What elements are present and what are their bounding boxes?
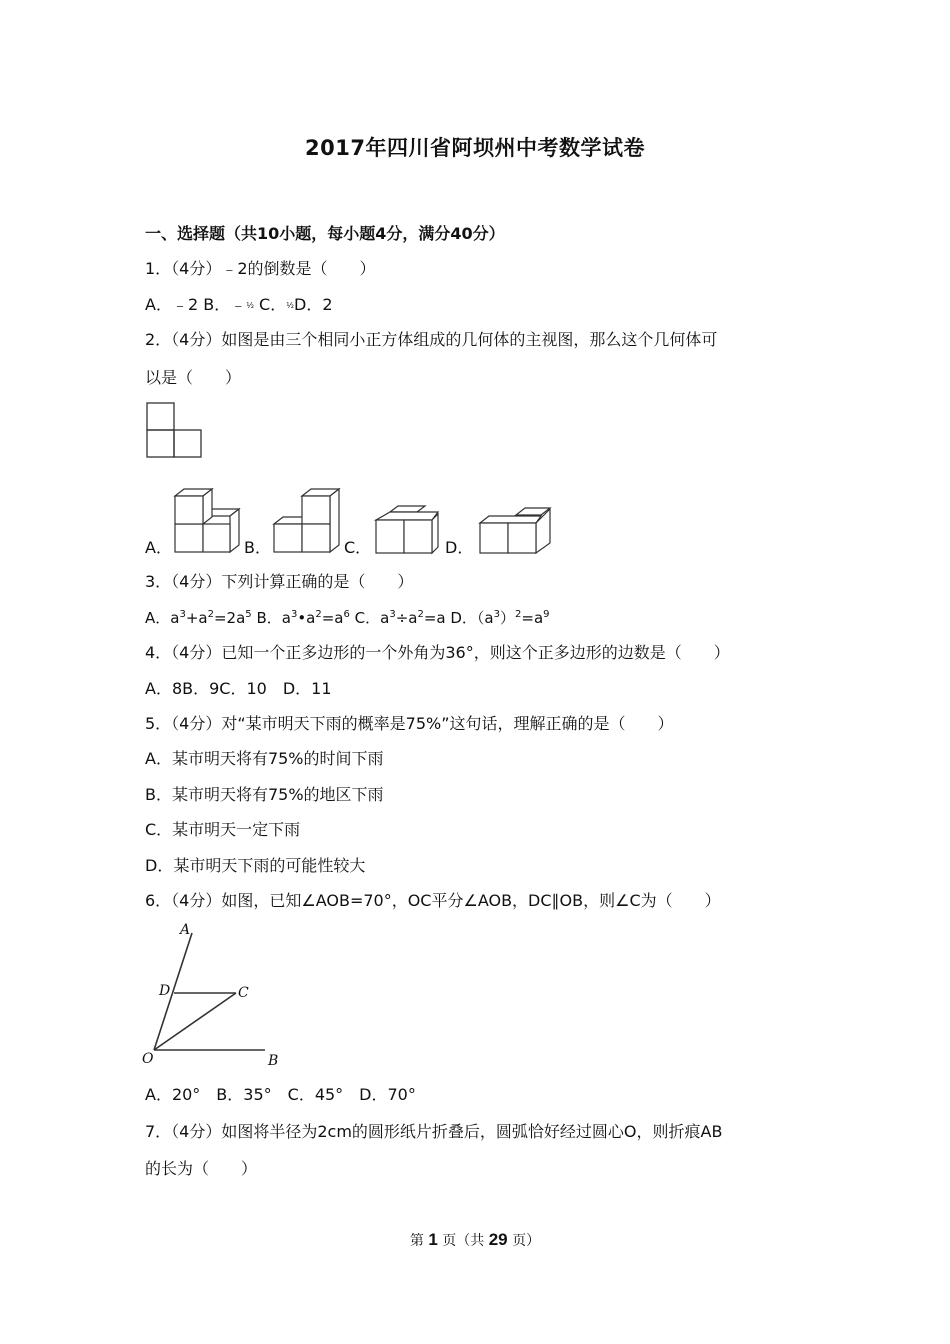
page-title: 2017年四川省阿坝州中考数学试卷 [305, 136, 645, 160]
question-2-stem-line2: 以是（ ） [145, 368, 242, 387]
question-3-stem: 3．（4分）下列计算正确的是（ ） [145, 572, 414, 591]
q1-option-d: D．2 [294, 295, 333, 314]
q1-fraction-c: ½ [286, 301, 294, 310]
question-1-stem: 1．（4分）﹣2的倒数是（ ） [145, 259, 376, 278]
q2-option-d-figure [479, 507, 554, 555]
q2-front-view-figure [146, 402, 204, 460]
q6-label-b: B [268, 1053, 279, 1069]
question-3-options: A．$a^3+a^2=2a^5$ B．$a^3•a^2=a^6$ C．$a^3\div a^2=a$ D．$(a^3)^2=a^9$ [145, 609, 550, 627]
q1-option-ab: A．﹣2 B．﹣ [145, 295, 247, 314]
q6-label-o: O [142, 1051, 154, 1067]
q2-option-c-figure [375, 504, 445, 556]
question-5-option-b: B．某市明天将有75%的地区下雨 [145, 785, 384, 804]
page-footer: 第 1 页（共 29 页） [409, 1230, 541, 1249]
question-6-stem: 6．（4分）如图，已知∠AOB=70°，OC平分∠AOB，DC∥OB，则∠C为（ ） [145, 891, 721, 910]
q2-option-d-label: D． [445, 538, 474, 557]
q2-option-a-label: A． [145, 538, 172, 557]
q2-option-c-label: C． [344, 538, 372, 557]
total-page-count: 29 [488, 1230, 508, 1249]
q6-angle-figure [140, 920, 290, 1070]
question-5-option-d: D．某市明天下雨的可能性较大 [145, 856, 366, 875]
question-7-stem-line2: 的长为（ ） [145, 1159, 258, 1178]
q6-label-a: A [180, 922, 191, 938]
q2-option-b-figure [273, 486, 343, 556]
question-7-stem-line1: 7．（4分）如图将半径为2cm的圆形纸片折叠后，圆弧恰好经过圆心O，则折痕AB [145, 1122, 723, 1141]
question-5-stem: 5．（4分）对“某市明天下雨的概率是75%”这句话，理解正确的是（ ） [145, 714, 674, 733]
question-5-option-c: C．某市明天一定下雨 [145, 820, 301, 839]
q6-label-d: D [159, 983, 171, 999]
question-4-stem: 4．（4分）已知一个正多边形的一个外角为36°，则这个正多边形的边数是（ ） [145, 643, 730, 662]
question-6-options: A．20° B．35° C．45° D．70° [145, 1085, 416, 1104]
question-2-stem-line1: 2．（4分）如图是由三个相同小正方体组成的几何体的主视图，那么这个几何体可 [145, 330, 718, 349]
q2-option-b-label: B． [244, 538, 271, 557]
current-page-number: 1 [428, 1230, 438, 1249]
question-4-options: A．8B．9C．10 D．11 [145, 679, 332, 698]
q1-fraction-b: ½ [246, 301, 254, 310]
q6-label-c: C [238, 985, 249, 1001]
q2-option-a-figure [174, 486, 244, 556]
question-5-option-a: A．某市明天将有75%的时间下雨 [145, 749, 384, 768]
section-heading: 一、选择题（共10小题，每小题4分，满分40分） [145, 224, 505, 243]
q1-option-c: C． [253, 295, 287, 314]
question-1-options [145, 295, 333, 316]
